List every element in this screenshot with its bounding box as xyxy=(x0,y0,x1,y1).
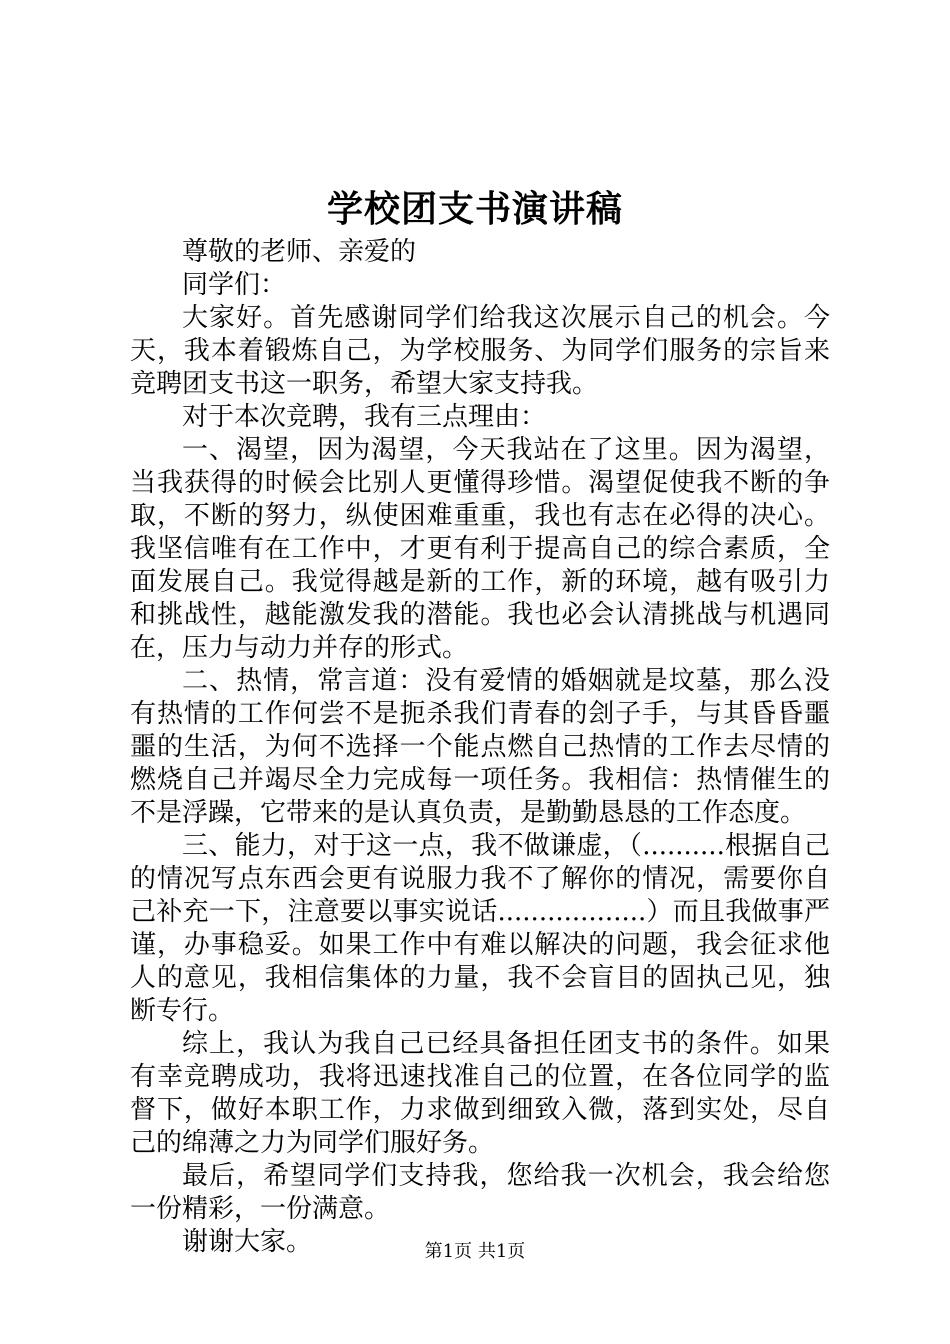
paragraph-thanks: 谢谢大家。 xyxy=(182,1227,313,1257)
salutation-line-2: 同学们： xyxy=(182,270,287,300)
paragraph-closing: 最后，希望同学们支持我，您给我一次机会，我会给您一份精彩，一份满意。 xyxy=(130,1161,830,1224)
document-body xyxy=(130,236,830,1259)
paragraph-greeting: 大家好。首先感谢同学们给我这次展示自己的机会。今天，我本着锻炼自己，为学校服务、为同学们服务的宗旨来竞聘团支书这一职务，希望大家支持我。 xyxy=(130,303,830,399)
salutation-line-1: 尊敬的老师、亲爱的 xyxy=(182,237,417,267)
page-number-footer: 第1页 共1页 xyxy=(424,1241,526,1262)
paragraph-reasons-intro: 对于本次竞聘，我有三点理由： xyxy=(182,402,547,432)
paragraph-summary: 综上，我认为我自己已经具备担任团支书的条件。如果有幸竞聘成功，我将迅速找准自己的位置，在各位同学的监督下，做好本职工作，力求做到细致入微，落到实处，尽自己的绵薄之力为同学们服好务。 xyxy=(130,1029,830,1158)
document-title: 学校团支书演讲稿 xyxy=(326,188,623,230)
paragraph-reason-desire: 一、渴望，因为渴望，今天我站在了这里。因为渴望，当我获得的时候会比别人更懂得珍惜。渴望促使我不断的争取，不断的努力，纵使困难重重，我也有志在必得的决心。我坚信唯有在工作中，才更有利于提高自己的综合素质，全面发展自己。我觉得越是新的工作，新的环境，越有吸引力和挑战性，越能激发我的潜能。我也必会认清挑战与机遇同在，压力与动力并存的形式。 xyxy=(130,435,830,663)
paragraph-reason-ability: 三、能力，对于这一点，我不做谦虚，（..........根据自己的情况写点东西会更有说服力我不了解你的情况，需要你自己补充一下，注意要以事实说话..................）而且我做事严谨，办事稳妥。如果工作中有难以解决的问题，我会征求他人的意见，我相信集体的力量，我不会盲目的固执己见，独断专行。 xyxy=(130,831,830,1026)
paragraph-reason-passion: 二、热情，常言道：没有爱情的婚姻就是坟墓，那么没有热情的工作何尝不是扼杀我们青春的刽子手，与其昏昏噩噩的生活，为何不选择一个能点燃自己热情的工作去尽情的燃烧自己并竭尽全力完成每一项任务。我相信：热情催生的不是浮躁，它带来的是认真负责，是勤勤恳恳的工作态度。 xyxy=(130,666,830,828)
